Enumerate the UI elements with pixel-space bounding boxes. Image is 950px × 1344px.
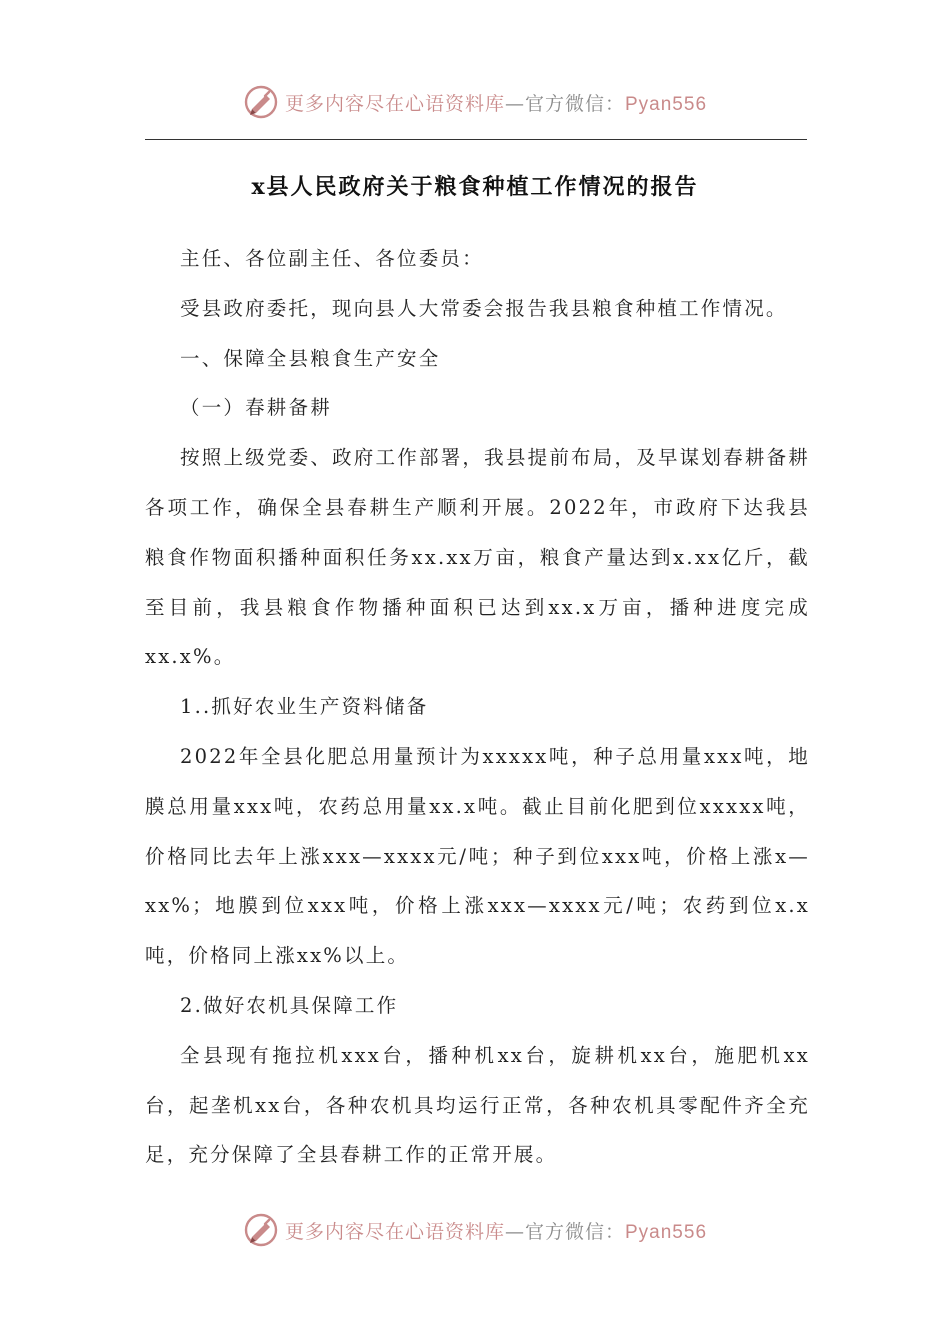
header-watermark — [0, 82, 950, 122]
header-divider — [145, 139, 807, 140]
pen-logo-icon — [243, 1212, 279, 1248]
watermark-wechat-id: Pyan556 — [625, 1221, 708, 1243]
watermark-site-name: 更多内容尽在心语资料库 — [284, 92, 505, 115]
subsection-heading-1: （一）春耕备耕 — [180, 396, 332, 420]
footer-watermark — [0, 1210, 950, 1250]
body-paragraph: 全县现有拖拉机xxx台，播种机xx台，旋耕机xx台，施肥机xx台，起垄机xx台，各种农机具均运行正常，各种农机具零配件齐全充足，充分保障了全县春耕工作的正常开展。 — [145, 1043, 810, 1167]
watermark-wechat-label: —官方微信： — [504, 1220, 625, 1243]
document-title: x县人民政府关于粮食种植工作情况的报告 — [251, 174, 699, 200]
item-heading-2: 2.做好农机具保障工作 — [180, 993, 399, 1017]
watermark-text — [285, 89, 707, 116]
section-heading-1: 一、保障全县粮食生产安全 — [180, 346, 441, 370]
pen-logo-icon — [243, 84, 279, 120]
watermark-wechat-id: Pyan556 — [625, 93, 708, 115]
body-paragraph: 按照上级党委、政府工作部署，我县提前布局，及早谋划春耕备耕各项工作，确保全县春耕生产顺利开展。2022年，市政府下达我县粮食作物面积播种面积任务xx.xx万亩，粮食产量达到x.xx亿斤，截至目前，我县粮食作物播种面积已达到xx.x万亩，播种进度完成xx.x%。 — [145, 446, 810, 669]
item-heading-1: 1..抓好农业生产资料储备 — [180, 695, 429, 719]
document-body — [145, 234, 810, 1180]
watermark-text — [285, 1217, 707, 1244]
watermark-site-name: 更多内容尽在心语资料库 — [284, 1220, 505, 1243]
body-paragraph: 2022年全县化肥总用量预计为xxxxx吨，种子总用量xxx吨，地膜总用量xxx吨，农药总用量xx.x吨。截止目前化肥到位xxxxx吨，价格同比去年上涨xxx—xxxx元/吨；种子到位xxx吨，价格上涨x—xx%；地膜到位xxx吨，价格上涨xxx—xxxx元/吨；农药到位x.x吨，价格同上涨xx%以上。 — [145, 744, 810, 968]
watermark-wechat-label: —官方微信： — [504, 92, 625, 115]
intro-paragraph: 受县政府委托，现向县人大常委会报告我县粮食种植工作情况。 — [180, 296, 788, 320]
salutation: 主任、各位副主任、各位委员： — [180, 247, 484, 270]
